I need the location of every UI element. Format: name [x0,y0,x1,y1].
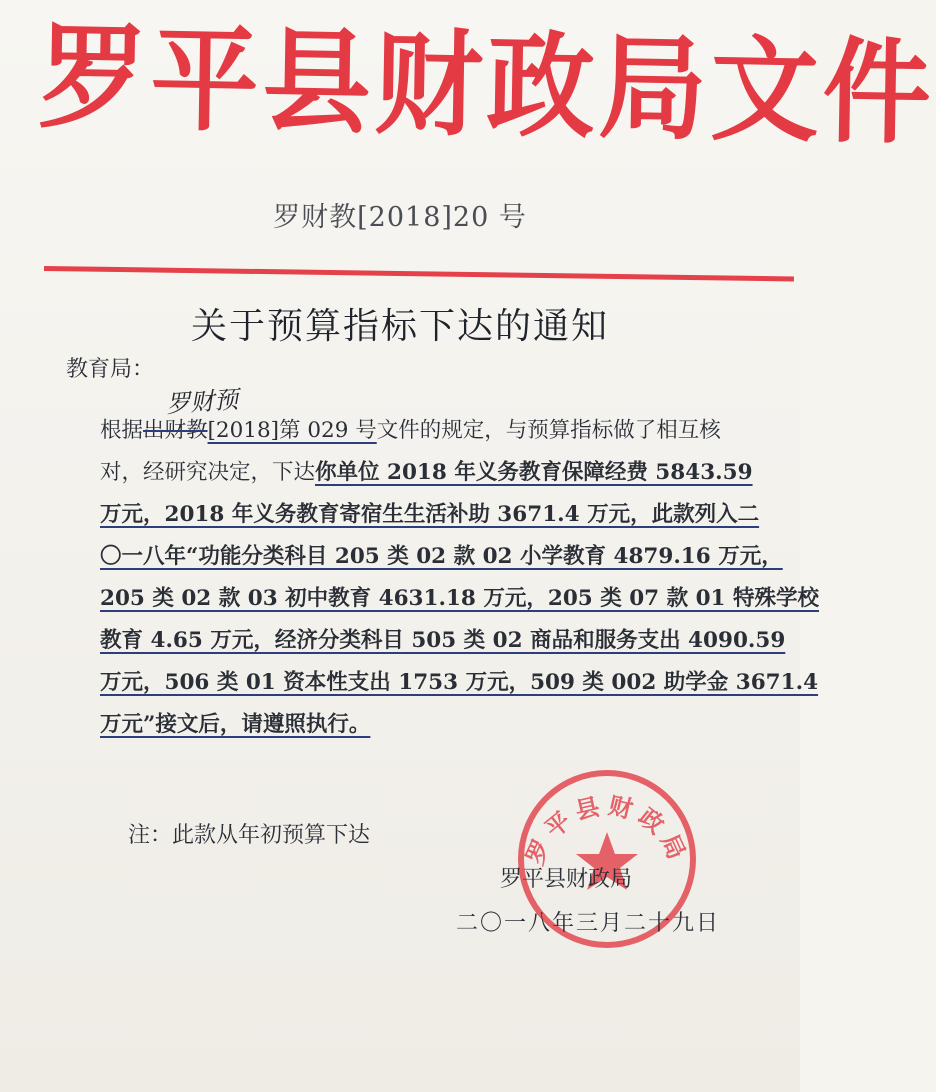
issue-date: 二〇一八年三月二十九日 [456,911,721,936]
body-line-6: 教育 4.65 万元，经济分类科目 505 类 02 商品和服务支出 4090.59 [100,628,786,653]
seal-text: 罗平县财政局 [520,791,694,869]
recipient: 教育局： [66,357,155,382]
footnote: 注：此款从年初预算下达 [128,823,371,848]
red-divider-line [44,266,794,281]
issuing-authority: 罗平县财政局 [500,867,633,892]
body-line-8: 万元”接文后，请遵照执行。 [100,712,371,737]
body-line-3: 万元，2018 年义务教育寄宿生生活补助 3671.4 万元，此款列入二 [100,502,760,527]
notice-title: 关于预算指标下达的通知 [190,306,609,347]
body-line-4: 〇一八年“功能分类科目 205 类 02 款 02 小学教育 4879.16 万元， [100,544,783,569]
document-number: 罗财教[2018]20 号 [273,202,527,233]
masthead-title: 罗平县财政局文件 [37,12,936,161]
body-line-2: 对，经研究决定，下达你单位 2018 年义务教育保障经费 5843.59 [100,460,753,485]
notice-body [100,410,820,746]
body-line-5: 205 类 02 款 03 初中教育 4631.18 万元，205 类 07 款 01 特殊学校 [100,586,820,611]
body-line-1: 根据出财教[2018]第 029 号文件的规定，与预算指标做了相互核 [100,418,721,443]
handwritten-annotation: 罗财预 [165,385,240,419]
body-line-7: 万元，506 类 01 资本性支出 1753 万元，509 类 002 助学金 3671.4 [100,670,819,695]
struck-text: 出财教 [143,418,208,443]
